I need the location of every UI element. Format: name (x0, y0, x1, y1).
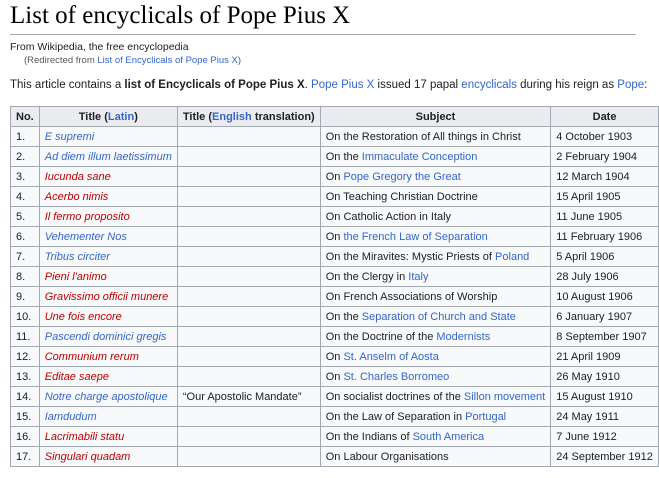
english-title (177, 367, 320, 387)
table-row (11, 267, 659, 287)
intro-bold: list of Encyclicals of Pope Pius X (124, 79, 305, 91)
latin-title-link[interactable]: Iamdudum (39, 407, 177, 427)
latin-title-link[interactable]: Tribus circiter (39, 247, 177, 267)
header-latin-prefix: Title ( (78, 110, 108, 123)
header-latin-title[interactable] (39, 107, 177, 127)
subject-link[interactable]: Poland (495, 250, 530, 263)
redirect-link[interactable]: List of Encyclicals of Pope Pius X (97, 55, 238, 66)
date-cell: 10 August 1906 (551, 287, 659, 307)
table-row (11, 167, 659, 187)
row-number: 5. (11, 207, 40, 227)
english-title (177, 287, 320, 307)
subject-text: On (325, 350, 344, 363)
row-number: 15. (11, 407, 40, 427)
subject-cell (320, 267, 551, 287)
header-date[interactable]: Date (551, 107, 659, 127)
table-row (11, 407, 659, 427)
english-title (177, 167, 320, 187)
subject-text: On the Doctrine of the (325, 330, 437, 343)
date-cell: 24 May 1911 (551, 407, 659, 427)
subject-cell (320, 307, 551, 327)
row-number: 13. (11, 367, 40, 387)
header-latin-suffix: ) (134, 110, 138, 123)
header-english-prefix: Title ( (182, 110, 213, 123)
row-number: 4. (11, 187, 40, 207)
english-title (177, 187, 320, 207)
row-number: 9. (11, 287, 40, 307)
english-title (177, 247, 320, 267)
table-row (11, 307, 659, 327)
date-cell: 11 June 1905 (551, 207, 659, 227)
date-cell: 28 July 1906 (551, 267, 659, 287)
english-title (177, 207, 320, 227)
subject-text: On (325, 370, 344, 383)
english-title (177, 427, 320, 447)
date-cell: 7 June 1912 (551, 427, 659, 447)
subject-link[interactable]: the French Law of Separation (343, 230, 488, 243)
intro-text-2: . (304, 79, 312, 91)
table-row (11, 387, 659, 407)
row-number: 6. (11, 227, 40, 247)
subject-cell (320, 387, 551, 407)
table-row (11, 447, 659, 467)
pope-link[interactable]: Pope (617, 79, 645, 91)
table-row (11, 427, 659, 447)
title-divider (10, 34, 636, 35)
english-title (177, 147, 320, 167)
row-number: 11. (11, 327, 40, 347)
subject-text: On the Indians of (325, 430, 413, 443)
row-number: 8. (11, 267, 40, 287)
subject-cell (320, 187, 551, 207)
subject-text: On French Associations of Worship (325, 290, 498, 303)
latin-title-link[interactable]: Gravissimo officii munere (39, 287, 177, 307)
subject-link[interactable]: St. Charles Borromeo (343, 370, 450, 383)
redirect-suffix: ) (237, 55, 242, 66)
encyclicals-table (10, 106, 659, 467)
english-title (177, 327, 320, 347)
date-cell: 26 May 1910 (551, 367, 659, 387)
row-number: 2. (11, 147, 40, 167)
latin-title-link[interactable]: Iucunda sane (39, 167, 177, 187)
latin-title-link[interactable]: Vehementer Nos (39, 227, 177, 247)
date-cell: 21 April 1909 (551, 347, 659, 367)
latin-title-link[interactable]: Lacrimabili statu (39, 427, 177, 447)
latin-title-link[interactable]: Acerbo nimis (39, 187, 177, 207)
subject-text: On the Clergy in (325, 270, 409, 283)
subject-link[interactable]: Separation of Church and State (361, 310, 516, 323)
header-english-title[interactable] (177, 107, 320, 127)
row-number: 16. (11, 427, 40, 447)
subject-link[interactable]: St. Anselm of Aosta (343, 350, 439, 363)
subject-cell (320, 407, 551, 427)
subject-link[interactable]: South America (412, 430, 485, 443)
subject-text: On Catholic Action in Italy (325, 210, 452, 223)
site-subtitle: From Wikipedia, the free encyclopedia (10, 41, 189, 53)
english-title (177, 127, 320, 147)
table-row (11, 347, 659, 367)
subject-cell (320, 447, 551, 467)
subject-cell (320, 247, 551, 267)
subject-cell (320, 147, 551, 167)
subject-cell (320, 327, 551, 347)
date-cell: 15 August 1910 (551, 387, 659, 407)
latin-title-link[interactable]: E supremi (39, 127, 177, 147)
latin-title-link[interactable]: Ad diem illum laetissimum (39, 147, 177, 167)
intro-paragraph (10, 79, 647, 91)
subject-cell (320, 347, 551, 367)
table-row (11, 367, 659, 387)
subject-text: On the Restoration of All things in Christ (325, 130, 521, 143)
table-row (11, 127, 659, 147)
date-cell: 15 April 1905 (551, 187, 659, 207)
latin-title-link[interactable]: Pascendi dominici gregis (39, 327, 177, 347)
table-row (11, 227, 659, 247)
subject-cell (320, 427, 551, 447)
date-cell: 8 September 1907 (551, 327, 659, 347)
latin-title-link[interactable]: Il fermo proposito (39, 207, 177, 227)
english-title: “Our Apostolic Mandate” (177, 387, 320, 407)
subject-text: On the (325, 310, 362, 323)
subject-text: On (325, 170, 344, 183)
latin-title-link[interactable]: Editae saepe (39, 367, 177, 387)
subject-text: On the Miravites: Mystic Priests of (325, 250, 496, 263)
subject-cell (320, 287, 551, 307)
table-row (11, 327, 659, 347)
subject-cell (320, 227, 551, 247)
english-title (177, 267, 320, 287)
latin-title-link[interactable]: Une fois encore (39, 307, 177, 327)
subject-link[interactable]: Portugal (465, 410, 507, 423)
table-row (11, 147, 659, 167)
intro-text-4: during his reign as (516, 79, 618, 91)
subject-cell (320, 367, 551, 387)
subject-link[interactable]: Pope Gregory the Great (343, 170, 461, 183)
intro-text-5: : (644, 79, 648, 91)
subject-link[interactable]: Italy (408, 270, 429, 283)
latin-link[interactable]: Latin (107, 110, 135, 123)
date-cell: 24 September 1912 (551, 447, 659, 467)
date-cell: 12 March 1904 (551, 167, 659, 187)
subject-cell (320, 127, 551, 147)
subject-text: On socialist doctrines of the (325, 390, 464, 403)
row-number: 1. (11, 127, 40, 147)
subject-text: On (325, 230, 344, 243)
row-number: 14. (11, 387, 40, 407)
intro-text-3: issued 17 papal (374, 79, 462, 91)
english-title (177, 407, 320, 427)
subject-link[interactable]: Modernists (436, 330, 491, 343)
date-cell: 5 April 1906 (551, 247, 659, 267)
english-title (177, 227, 320, 247)
latin-title-link[interactable]: Notre charge apostolique (39, 387, 177, 407)
row-number: 10. (11, 307, 40, 327)
table-body (11, 127, 659, 467)
header-subject[interactable]: Subject (320, 107, 551, 127)
table-row (11, 207, 659, 227)
subject-text: On the (325, 150, 362, 163)
header-english-suffix: translation) (251, 110, 315, 123)
latin-title-link[interactable]: Communium rerum (39, 347, 177, 367)
date-cell: 6 January 1907 (551, 307, 659, 327)
page-title: List of encyclicals of Pope Pius X (10, 2, 351, 29)
english-title (177, 307, 320, 327)
row-number: 7. (11, 247, 40, 267)
row-number: 12. (11, 347, 40, 367)
subject-link[interactable]: Sillon movement (463, 390, 546, 403)
intro-text-1: This article contains a (10, 79, 125, 91)
redirect-prefix: (Redirected from (24, 55, 98, 66)
encyclicals-link[interactable]: encyclicals (461, 79, 517, 91)
header-no[interactable]: No. (11, 107, 40, 127)
pope-pius-x-link[interactable]: Pope Pius X (311, 79, 375, 91)
table-row (11, 247, 659, 267)
date-cell: 4 October 1903 (551, 127, 659, 147)
redirect-notice (24, 55, 241, 66)
date-cell: 11 February 1906 (551, 227, 659, 247)
subject-text: On Labour Organisations (325, 450, 449, 463)
row-number: 3. (11, 167, 40, 187)
table-row (11, 287, 659, 307)
english-link[interactable]: English (212, 110, 252, 123)
subject-text: On the Law of Separation in (325, 410, 466, 423)
subject-text: On Teaching Christian Doctrine (325, 190, 478, 203)
subject-cell (320, 167, 551, 187)
date-cell: 2 February 1904 (551, 147, 659, 167)
table-header-row (11, 107, 659, 127)
subject-link[interactable]: Immaculate Conception (361, 150, 478, 163)
subject-cell (320, 207, 551, 227)
row-number: 17. (11, 447, 40, 467)
english-title (177, 447, 320, 467)
table-row (11, 187, 659, 207)
latin-title-link[interactable]: Singulari quadam (39, 447, 177, 467)
english-title (177, 347, 320, 367)
latin-title-link[interactable]: Pieni l'animo (39, 267, 177, 287)
